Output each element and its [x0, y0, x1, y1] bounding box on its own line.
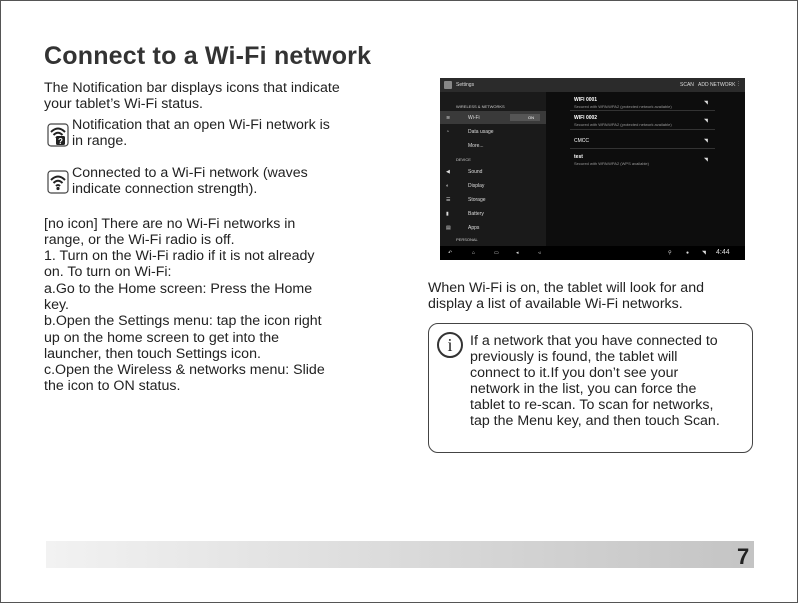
back-icon[interactable]: ↶	[448, 250, 453, 256]
sidebar-item-display[interactable]: Display	[468, 183, 485, 189]
connected-description: indicate connection strength).	[72, 181, 258, 197]
body-line: on. To turn on Wi-Fi:	[44, 264, 172, 280]
open-network-description: Notification that an open Wi-Fi network is	[72, 117, 330, 133]
svg-text:?: ?	[58, 137, 63, 146]
body-line: b.Open the Settings menu: tap the icon right	[44, 313, 322, 329]
body-line: the icon to ON status.	[44, 378, 181, 394]
network-list	[546, 92, 745, 246]
volume-down-icon[interactable]: ◂	[516, 250, 519, 256]
wifi-toggle[interactable]	[510, 114, 540, 121]
section-personal: PERSONAL	[456, 237, 478, 242]
connected-description: Connected to a Wi-Fi network (waves	[72, 165, 308, 181]
sound-icon: ◀	[446, 169, 450, 175]
page-number: 7	[737, 544, 750, 569]
data-usage-icon: ◔	[446, 129, 450, 135]
note-line: network in the list, you can force the	[470, 381, 697, 397]
network-name: WIFI 0001	[574, 97, 598, 103]
body-line: range, or the Wi-Fi radio is off.	[44, 232, 235, 248]
status-wifi-icon: ◥	[702, 250, 706, 256]
note-line: tablet to re-scan. To scan for networks,	[470, 397, 714, 413]
wifi-signal-locked-icon: ◥	[704, 118, 708, 124]
page-title: Connect to a Wi-Fi network	[44, 42, 372, 70]
note-line: previously is found, the tablet will	[470, 349, 678, 365]
battery-icon: ▮	[446, 211, 449, 217]
info-icon: i	[437, 332, 463, 358]
screenshot-caption: display a list of available Wi-Fi networks.	[428, 296, 683, 312]
body-line: key.	[44, 297, 69, 313]
android-icon: ●	[686, 250, 690, 256]
body-line: [no icon] There are no Wi-Fi networks in	[44, 216, 296, 232]
body-line: c.Open the Wireless & networks menu: Slide	[44, 362, 325, 378]
intro-line: your tablet’s Wi-Fi status.	[44, 96, 203, 112]
settings-app-icon	[444, 81, 452, 89]
wifi-open-network-icon	[47, 123, 69, 147]
note-line: If a network that you have connected to	[470, 333, 718, 349]
body-line: a.Go to the Home screen: Press the Home	[44, 281, 313, 297]
sidebar-item-battery[interactable]: Battery	[468, 211, 484, 217]
system-nav-bar	[440, 246, 745, 260]
sidebar-item-sound[interactable]: Sound	[468, 169, 483, 175]
sidebar-item-label: Wi-Fi	[468, 115, 480, 121]
home-icon[interactable]: ⌂	[472, 250, 476, 256]
clock: 4:44	[716, 249, 730, 256]
network-status: Secured with WPA/WPA2 (protected network available)	[574, 104, 672, 109]
sidebar-item-more[interactable]: More...	[468, 143, 484, 149]
network-name: test	[574, 154, 583, 160]
settings-sidebar	[440, 92, 546, 246]
network-status: Secured with WPA/WPA2 (protected network available)	[574, 122, 672, 127]
screenshot-caption: When Wi-Fi is on, the tablet will look for and	[428, 280, 704, 296]
storage-icon: ☰	[446, 197, 451, 203]
wifi-signal-locked-icon: ◥	[704, 157, 708, 163]
volume-up-icon[interactable]: ◃	[538, 250, 541, 256]
note-line: tap the Menu key, and then touch Scan.	[470, 413, 720, 429]
intro-line: The Notification bar displays icons that indicate	[44, 80, 340, 96]
network-name: WIFI 0002	[574, 115, 598, 121]
wifi-toggle-label: ON	[528, 115, 534, 120]
settings-action-bar	[440, 78, 745, 92]
overflow-menu-icon[interactable]: ⋮	[736, 81, 741, 87]
scan-button[interactable]: SCAN	[680, 82, 694, 88]
sidebar-item-wifi[interactable]	[440, 111, 546, 124]
network-name: CMCC	[574, 138, 589, 144]
section-wireless: WIRELESS & NETWORKS	[456, 104, 505, 109]
wifi-signal-locked-icon: ◥	[704, 100, 708, 106]
wifi-icon: ≋	[446, 115, 451, 121]
wifi-signal-icon: ◥	[704, 138, 708, 144]
note-line: connect to it.If you don’t see your	[470, 365, 679, 381]
display-icon: ◐	[446, 183, 450, 189]
wifi-connected-icon	[47, 170, 69, 194]
sidebar-item-apps[interactable]: Apps	[468, 225, 480, 231]
sidebar-item-data-usage[interactable]: Data usage	[468, 129, 494, 135]
settings-screenshot	[440, 78, 745, 260]
usb-icon: ⚲	[668, 250, 672, 256]
settings-app-title: Settings	[456, 82, 475, 88]
recent-apps-icon[interactable]: ▭	[494, 250, 499, 256]
body-line: 1. Turn on the Wi-Fi radio if it is not already	[44, 248, 315, 264]
open-network-description: in range.	[72, 133, 128, 149]
section-device: DEVICE	[456, 157, 471, 162]
network-status: Secured with WPA/WPA2 (WPS available)	[574, 161, 649, 166]
add-network-button[interactable]: ADD NETWORK	[698, 82, 736, 88]
body-line: launcher, then touch Settings icon.	[44, 346, 261, 362]
body-line: up on the home screen to get into the	[44, 330, 280, 346]
apps-icon: ▤	[446, 225, 451, 231]
footer-bar	[46, 541, 754, 568]
sidebar-item-storage[interactable]: Storage	[468, 197, 486, 203]
